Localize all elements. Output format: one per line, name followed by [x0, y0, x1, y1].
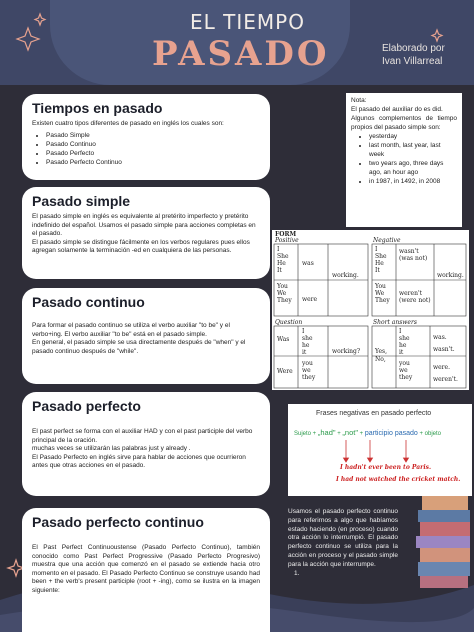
a-werent-cell: weren't. [433, 376, 458, 383]
list-item: • Pasado Perfecto Continuo [46, 158, 260, 167]
q-was-cell: Was [277, 336, 290, 343]
time-expressions-list [351, 132, 457, 186]
werent-cell: weren't (were not) [399, 290, 431, 304]
formula-participle: participio pasado [364, 430, 418, 437]
was-cell: was [302, 260, 314, 267]
pronouns-cell: I She He It [277, 246, 289, 274]
neg-example-2: I had not watched the cricket match. [336, 476, 461, 483]
working-cell: working. [332, 272, 359, 279]
negative-sentences-image [288, 404, 472, 496]
negative-label: Negative [373, 237, 401, 244]
card-paragraph: El Past Perfect Continuoustense (Pasado Perfecto Continuo), también conocido como Past Perfect Progressive (Pasado Perfecto Progresivo) muestra que una acción que comenzó en el pasado se extiende hacia otro momento en el pasado. El Pasado Perfecto Continuo se construye usando had been + the verb's present participle (root + -ing), como se ilustra en la imagen siguiente: [32, 544, 260, 594]
card-pasado-perfecto [22, 392, 270, 496]
formula-plus: + [337, 431, 341, 437]
title-small: EL TIEMPO [190, 10, 305, 34]
a-was-cell: was. [433, 334, 447, 341]
wasnt-cell: wasn't (was not) [399, 248, 428, 262]
list-item: • last month, last year, last week [369, 141, 457, 159]
note-label: Nota: [351, 97, 367, 104]
card-tiempos [22, 94, 270, 180]
card-paragraph: Para formar el pasado continuo se utiliza el verbo auxiliar "to be" y el verbo+ing. El verbo auxiliar "to be" está en el pasado simple. [32, 322, 230, 338]
a-wasnt-cell: wasn't. [433, 346, 455, 353]
author-line-1: Elaborado por [382, 43, 445, 54]
neg-title: Frases negativas en pasado perfecto [316, 410, 432, 417]
note-box [346, 93, 462, 227]
tense-list [32, 131, 260, 167]
list-item: • two years ago, three days ago, an hour ago [369, 159, 457, 177]
short-answers-label: Short answers [373, 319, 417, 326]
note-text: El pasado del auxiliar do es did. [351, 106, 443, 113]
question-label: Question [275, 319, 303, 326]
working-cell: working. [437, 272, 464, 279]
list-item: • in 1987, in 1492, in 2008 [369, 177, 457, 186]
formula-plus: + [359, 431, 364, 437]
yes-cell: Yes, [375, 348, 387, 355]
formula-not: „not" [342, 428, 358, 437]
formula-object: + objeto [419, 431, 441, 437]
were-cell: were [302, 296, 318, 303]
card-pasado-perfecto-continuo [22, 508, 270, 632]
q-pronouns-cell: I she he it [302, 328, 313, 356]
pronouns-cell: I She He It [375, 246, 387, 274]
list-item: • Pasado Perfecto [46, 149, 260, 158]
q-pronouns-cell: you we they [302, 360, 316, 381]
author-line-2: Ivan Villarreal [382, 56, 443, 67]
positive-label: Positive [275, 237, 299, 244]
list-item: • yesterday [369, 132, 457, 141]
pronouns-cell: You We They [277, 283, 292, 304]
card-paragraph: El pasado simple se distingue fácilmente en los verbos regulares pues ellos agregan solamente la terminación -ed en cualquiera de las personas. [32, 238, 250, 254]
a-pronouns-cell: you we they [399, 360, 413, 381]
title-big: PASADO [152, 34, 330, 74]
form-table-image [272, 230, 469, 390]
card-intro: Existen cuatro tipos diferentes de pasado en inglés los cuales son: [32, 120, 224, 127]
a-were-cell: were. [433, 364, 451, 371]
sparkle-icon [432, 30, 442, 41]
a-pronouns-cell: I she he it [399, 328, 410, 356]
card-paragraph: muchas veces se utilizarán las palabras just y already . [32, 445, 191, 452]
card-heading: Tiempos en pasado [32, 100, 163, 116]
note-text: Algunos complementos de tiempo propios del pasado simple son: [351, 115, 457, 131]
card-heading: Pasado perfecto [32, 398, 141, 414]
card-pasado-continuo [22, 288, 270, 384]
formula-subject: Sujeto + [294, 431, 317, 437]
bottom-paragraph [288, 508, 398, 578]
neg-example-1: I hadn't ever been to Paris. [340, 464, 432, 471]
sparkle-icon [17, 28, 39, 50]
card-paragraph: El Pasado Perfecto en inglés sirve para hablar de acciones que ocurrieron antes que otras acciones en el pasado. [32, 453, 246, 469]
no-cell: No, [375, 356, 386, 363]
bottom-number: 1. [294, 569, 300, 577]
card-heading: Pasado continuo [32, 294, 145, 310]
card-paragraph: El pasado simple en inglés es equivalente al pretérito imperfecto y pretérito indefinido del español. Usamos el pasado simple para acciones completas en el pasado. [32, 213, 256, 237]
sparkle-icon [35, 14, 45, 25]
form-label: FORM [275, 231, 297, 238]
q-were-cell: Were [277, 368, 293, 375]
list-item: • Pasado Simple [46, 131, 260, 140]
q-working-cell: working? [332, 348, 361, 355]
list-item: • Pasado Continuo [46, 140, 260, 149]
pronouns-cell: You We They [375, 283, 390, 304]
formula-had: „had" [317, 428, 336, 437]
bottom-text: Usamos el pasado perfecto continuo para referirnos a algo que habíamos estado haciendo (en proceso) cuando otra acción lo interrumpió. El pasado perfecto continuo se utiliza para la acción en proceso y el pasado simple para la acción que interrumpe. [288, 508, 398, 568]
card-heading: Pasado perfecto continuo [32, 514, 204, 530]
card-paragraph: El past perfect se forma con el auxiliar HAD y con el past participle del verbo principal de la oración. [32, 428, 253, 444]
card-heading: Pasado simple [32, 193, 131, 209]
author [382, 42, 445, 68]
card-pasado-simple [22, 187, 270, 279]
card-paragraph: En general, el pasado simple se usa directamente después de "when" y el pasado continuo después de "while". [32, 339, 246, 355]
